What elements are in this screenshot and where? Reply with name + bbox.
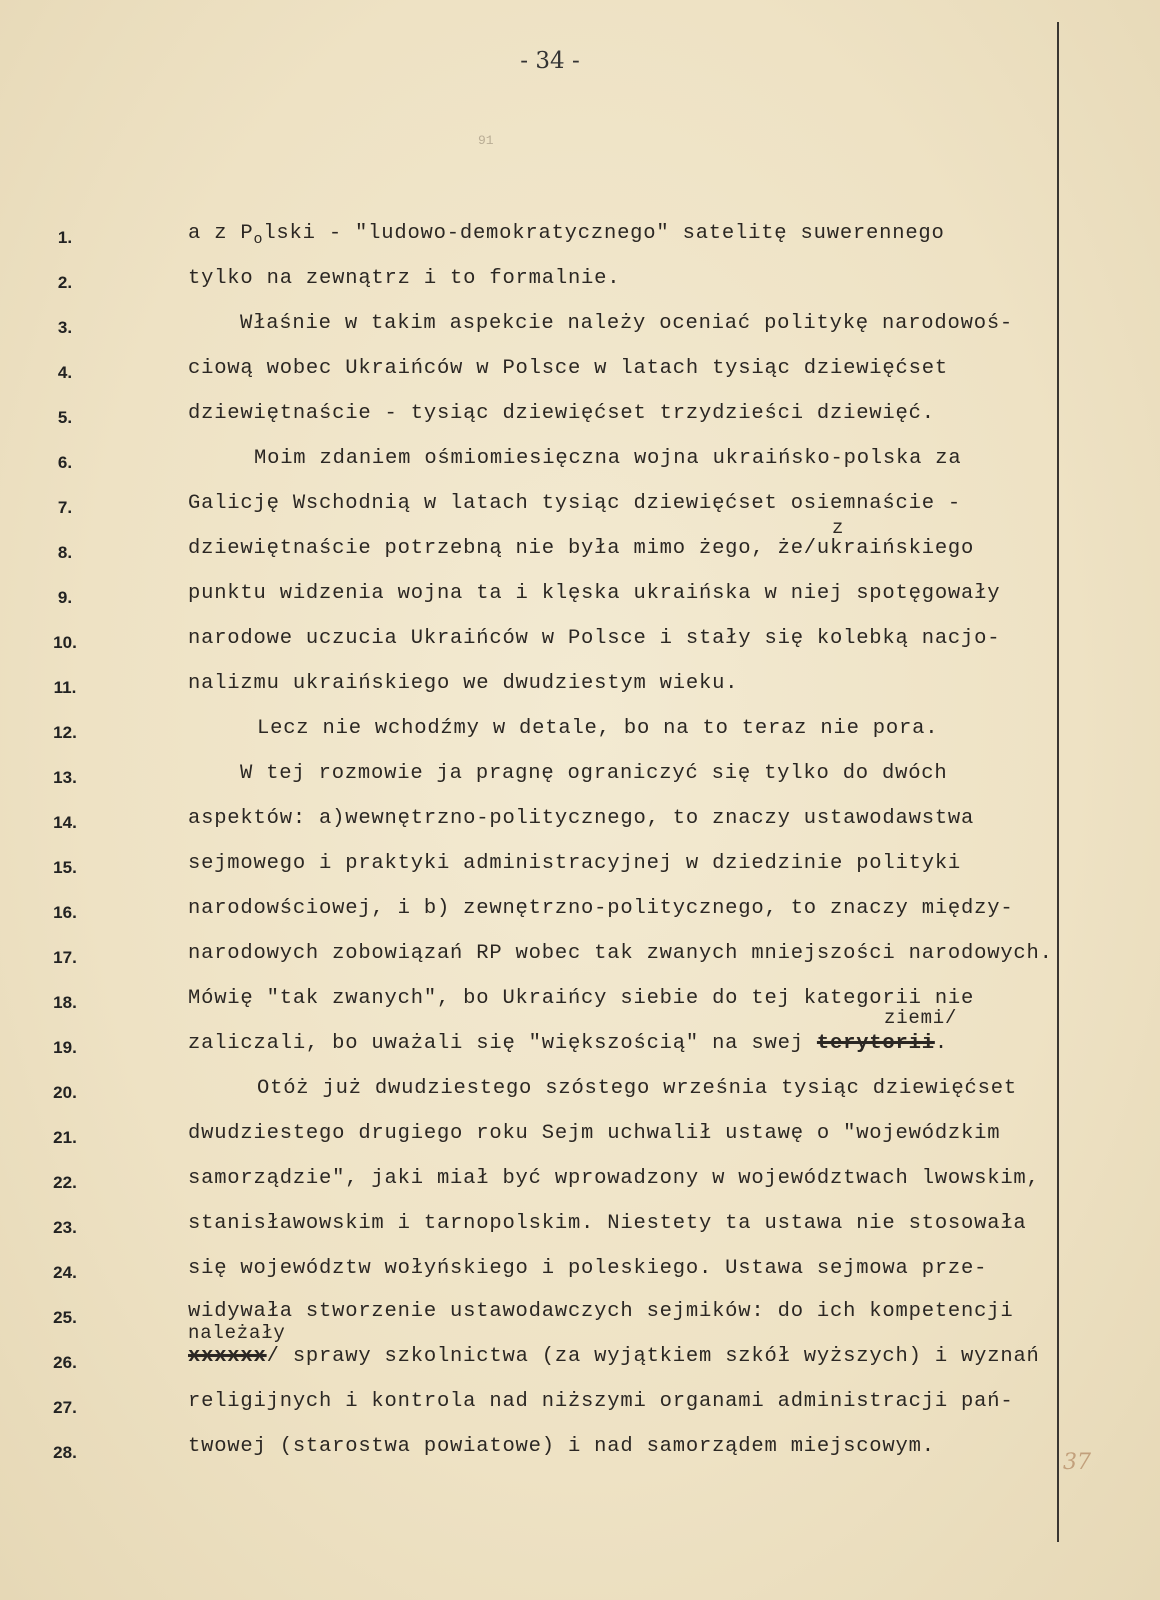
text-line: ciową wobec Ukraińców w Polsce w latach tysiąc dziewięćset	[188, 357, 948, 380]
text-line: tylko na zewnątrz i to formalnie.	[188, 267, 621, 290]
line-number: 10.	[53, 633, 77, 652]
line-number: 5.	[57, 408, 73, 427]
text-line: dziewiętnaście potrzebną nie była mimo żego, że/ukraińskiego	[188, 537, 975, 560]
margin-rule	[1057, 22, 1059, 1542]
line-number: 8.	[57, 543, 73, 562]
line-number: 15.	[53, 858, 77, 877]
text-line: dwudziestego drugiego roku Sejm uchwalił ustawę o "wojewódzkim	[188, 1122, 1001, 1145]
line-number: 6.	[57, 453, 73, 472]
text-line: dziewiętnaście - tysiąc dziewięćset trzydzieści dziewięć.	[188, 402, 935, 425]
typed-correction: z	[832, 517, 845, 539]
text-line: się województw wołyńskiego i poleskiego. Ustawa sejmowa prze-	[188, 1257, 988, 1280]
text-line: W tej rozmowie ja pragnę ograniczyć się tylko do dwóch	[240, 762, 948, 785]
faint-stamp-mark: 91	[478, 133, 494, 148]
line-number: 7.	[57, 498, 73, 517]
line-number: 26.	[53, 1353, 77, 1372]
text-line: narodowe uczucia Ukraińców w Polsce i stały się kolebką nacjo-	[188, 627, 1001, 650]
text-line: widywała stworzenie ustawodawczych sejmików: do ich kompetencji	[188, 1300, 1014, 1323]
handwritten-margin-note: 37	[1063, 1450, 1091, 1475]
line-number: 21.	[53, 1128, 77, 1147]
text-line: Galicję Wschodnią w latach tysiąc dziewięćset osiemnaście -	[188, 492, 962, 515]
text-line: a z $P_olski$ - "ludowo-demokratycznego" satelitę suwerennego	[188, 222, 945, 248]
line-number: 14.	[53, 813, 77, 832]
text-line: narodowych zobowiązań RP wobec tak zwanych mniejszości narodowych.	[188, 942, 1053, 965]
text-line: Lecz nie wchodźmy w detale, bo na to teraz nie pora.	[257, 717, 939, 740]
text-line: nalizmu ukraińskiego we dwudziestym wieku.	[188, 672, 739, 695]
text-line: religijnych i kontrola nad niższymi organami administracji pań-	[188, 1390, 1014, 1413]
line-number: 11.	[53, 678, 77, 697]
text-line: Mówię "tak zwanych", bo Ukraińcy siebie do tej kategorii nie	[188, 987, 975, 1010]
text-line: narodowściowej, i b) zewnętrzno-politycznego, to znaczy między-	[188, 897, 1014, 920]
line-number: 13.	[53, 768, 77, 787]
line-number: 4.	[57, 363, 73, 382]
text-line: stanisławowskim i tarnopolskim. Niestety ta ustawa nie stosowała	[188, 1212, 1027, 1235]
line-number: 27.	[53, 1398, 77, 1417]
text-line: Otóż już dwudziestego szóstego września tysiąc dziewięćset	[257, 1077, 1017, 1100]
struck-word: terytorii	[816, 1032, 935, 1055]
text-line: Moim zdaniem ośmiomiesięczna wojna ukraińsko-polska za	[254, 447, 962, 470]
line-number: 3.	[57, 318, 73, 337]
line-number: 1.	[57, 228, 73, 247]
line-number: 24.	[53, 1263, 77, 1282]
typed-correction: ziemi/	[884, 1007, 958, 1029]
text-line: sejmowego i praktyki administracyjnej w dziedzinie polityki	[188, 852, 962, 875]
line-number: 25.	[53, 1308, 77, 1327]
line-number: 22.	[53, 1173, 77, 1192]
line-number: 28.	[53, 1443, 77, 1462]
line-number: 16.	[53, 903, 77, 922]
text-line: samorządzie", jaki miał być wprowadzony w województwach lwowskim,	[188, 1167, 1040, 1190]
line-number: 20.	[53, 1083, 77, 1102]
text-line: aspektów: a)wewnętrzno-politycznego, to znaczy ustawodawstwa	[188, 807, 975, 830]
text-line: zaliczali, bo uważali się "większością" na swej terytorii.	[188, 1032, 948, 1055]
typed-correction: należały	[188, 1322, 286, 1344]
line-number: 18.	[53, 993, 77, 1012]
text-line: punktu widzenia wojna ta i klęska ukraińska w niej spotęgowały	[188, 582, 1001, 605]
struck-word: xxxxxx	[188, 1345, 267, 1368]
line-number: 9.	[57, 588, 73, 607]
line-number: 23.	[53, 1218, 77, 1237]
page-number: - 34 -	[520, 48, 580, 74]
text-line: xxxxxx/ sprawy szkolnictwa (za wyjątkiem szkół wyższych) i wyznań	[188, 1345, 1040, 1368]
text-line: Właśnie w takim aspekcie należy oceniać politykę narodowoś-	[240, 312, 1014, 335]
line-number: 17.	[53, 948, 77, 967]
line-number: 12.	[53, 723, 77, 742]
line-number: 19.	[53, 1038, 77, 1057]
line-number: 2.	[57, 273, 73, 292]
text-line: twowej (starostwa powiatowe) i nad samorządem miejscowym.	[188, 1435, 935, 1458]
